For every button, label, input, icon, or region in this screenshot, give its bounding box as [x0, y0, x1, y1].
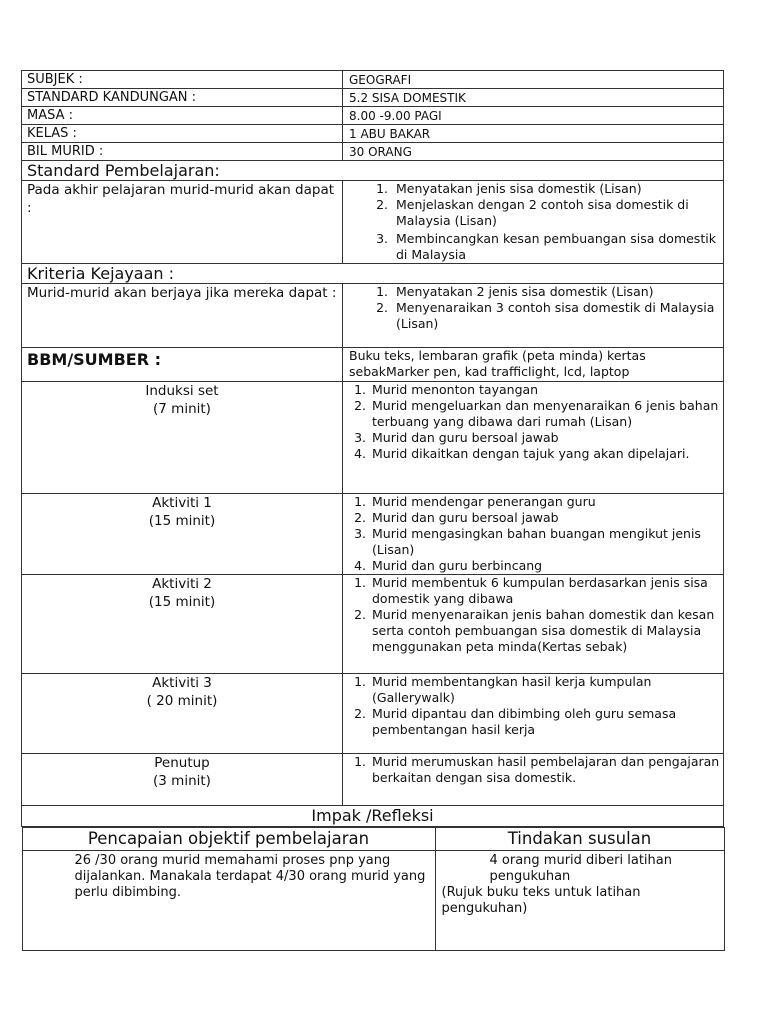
- info-label: BIL MURID :: [22, 143, 343, 161]
- step-list: [343, 575, 723, 655]
- step-time: (7 minit): [153, 401, 211, 417]
- step-title: Induksi set: [145, 383, 219, 399]
- info-label: STANDARD KANDUNGAN :: [22, 89, 343, 107]
- step-row: [22, 575, 724, 674]
- list-item: 2. Murid mengeluarkan dan menyenaraikan 6 jenis bahan terbuang yang dibawa dari rumah (Lisan): [370, 398, 723, 430]
- step-time: ( 20 minit): [146, 693, 218, 709]
- step-list: [343, 754, 723, 786]
- info-value: 30 ORANG: [343, 143, 724, 161]
- step-list: [343, 674, 723, 738]
- kriteria-heading: Kriteria Kejayaan :: [22, 264, 724, 284]
- list-item: 2. Menyenaraikan 3 contoh sisa domestik di Malaysia (Lisan): [392, 300, 723, 332]
- info-value: 5.2 SISA DOMESTIK: [343, 89, 724, 107]
- bbm-label: BBM/SUMBER :: [22, 348, 343, 382]
- refleksi-table: [22, 827, 725, 951]
- step-list: [343, 494, 723, 574]
- step-title: Aktiviti 1: [152, 495, 212, 511]
- info-row: [22, 107, 724, 125]
- list-item: 1. Menyatakan 2 jenis sisa domestik (Lisan): [392, 284, 723, 300]
- step-time: (15 minit): [148, 594, 216, 610]
- info-row: [22, 125, 724, 143]
- step-row: [22, 494, 724, 575]
- info-value: 8.00 -9.00 PAGI: [343, 107, 724, 125]
- info-value: GEOGRAFI: [343, 71, 724, 89]
- step-row: [22, 382, 724, 494]
- step-title: Aktiviti 3: [152, 675, 212, 691]
- refleksi-left-text: 26 /30 orang murid memahami proses pnp yang dijalankan. Manakala terdapat 4/30 orang murid yang perlu dibimbing.: [22, 851, 435, 951]
- step-title: Aktiviti 2: [152, 576, 212, 592]
- list-item: 1. Murid membentuk 6 kumpulan berdasarkan jenis sisa domestik yang dibawa: [370, 575, 723, 607]
- refleksi-left-heading: Pencapaian objektif pembelajaran: [22, 828, 435, 851]
- list-item: 1. Murid mendengar penerangan guru: [370, 494, 723, 510]
- list-item: 3. Membincangkan kesan pembuangan sisa domestik di Malaysia: [392, 231, 723, 263]
- step-title: Penutup: [154, 755, 210, 771]
- refleksi-title: Impak /Refleksi: [22, 806, 724, 827]
- step-row: [22, 674, 724, 754]
- list-item: 1. Menyatakan jenis sisa domestik (Lisan): [392, 181, 723, 197]
- standard-label: Pada akhir pelajaran murid-murid akan dapat :: [22, 181, 343, 264]
- lesson-plan-table: [21, 70, 724, 951]
- info-row: [22, 89, 724, 107]
- list-item: 1. Murid merumuskan hasil pembelajaran dan pengajaran berkaitan dengan sisa domestik.: [370, 754, 723, 786]
- bbm-value: Buku teks, lembaran grafik (peta minda) kertas sebakMarker pen, kad trafficlight, lcd, laptop: [343, 348, 724, 382]
- list-item: 2. Menjelaskan dengan 2 contoh sisa domestik di Malaysia (Lisan): [392, 197, 723, 229]
- info-label: KELAS :: [22, 125, 343, 143]
- refleksi-right-text-2: (Rujuk buku teks untuk latihan pengukuhan): [441, 885, 641, 916]
- step-list: [343, 382, 723, 462]
- kriteria-label: Murid-murid akan berjaya jika mereka dapat :: [22, 284, 343, 348]
- list-item: 4. Murid dikaitkan dengan tajuk yang akan dipelajari.: [370, 446, 723, 462]
- list-item: 1. Murid menonton tayangan: [370, 382, 723, 398]
- list-item: 2. Murid dipantau dan dibimbing oleh guru semasa pembentangan hasil kerja: [370, 706, 723, 738]
- step-time: (3 minit): [153, 773, 211, 789]
- refleksi-right-cell: [435, 851, 724, 951]
- refleksi-right-text-1: 4 orang murid diberi latihan pengukuhan: [489, 853, 672, 884]
- info-label: MASA :: [22, 107, 343, 125]
- list-item: 2. Murid dan guru bersoal jawab: [370, 510, 723, 526]
- standard-list: [343, 181, 723, 263]
- standard-heading: Standard Pembelajaran:: [22, 161, 724, 181]
- info-row: [22, 143, 724, 161]
- kriteria-list: [343, 284, 723, 332]
- info-value: 1 ABU BAKAR: [343, 125, 724, 143]
- list-item: 4. Murid dan guru berbincang: [370, 558, 723, 574]
- info-label: SUBJEK :: [22, 71, 343, 89]
- refleksi-right-heading: Tindakan susulan: [435, 828, 724, 851]
- info-row: [22, 71, 724, 89]
- step-time: (15 minit): [148, 513, 216, 529]
- list-item: 3. Murid dan guru bersoal jawab: [370, 430, 723, 446]
- list-item: 1. Murid membentangkan hasil kerja kumpulan (Gallerywalk): [370, 674, 723, 706]
- list-item: 2. Murid menyenaraikan jenis bahan domestik dan kesan serta contoh pembuangan sisa domestik di Malaysia menggunakan peta minda(Kertas sebak): [370, 607, 723, 655]
- step-row: [22, 754, 724, 806]
- list-item: 3. Murid mengasingkan bahan buangan mengikut jenis (Lisan): [370, 526, 723, 558]
